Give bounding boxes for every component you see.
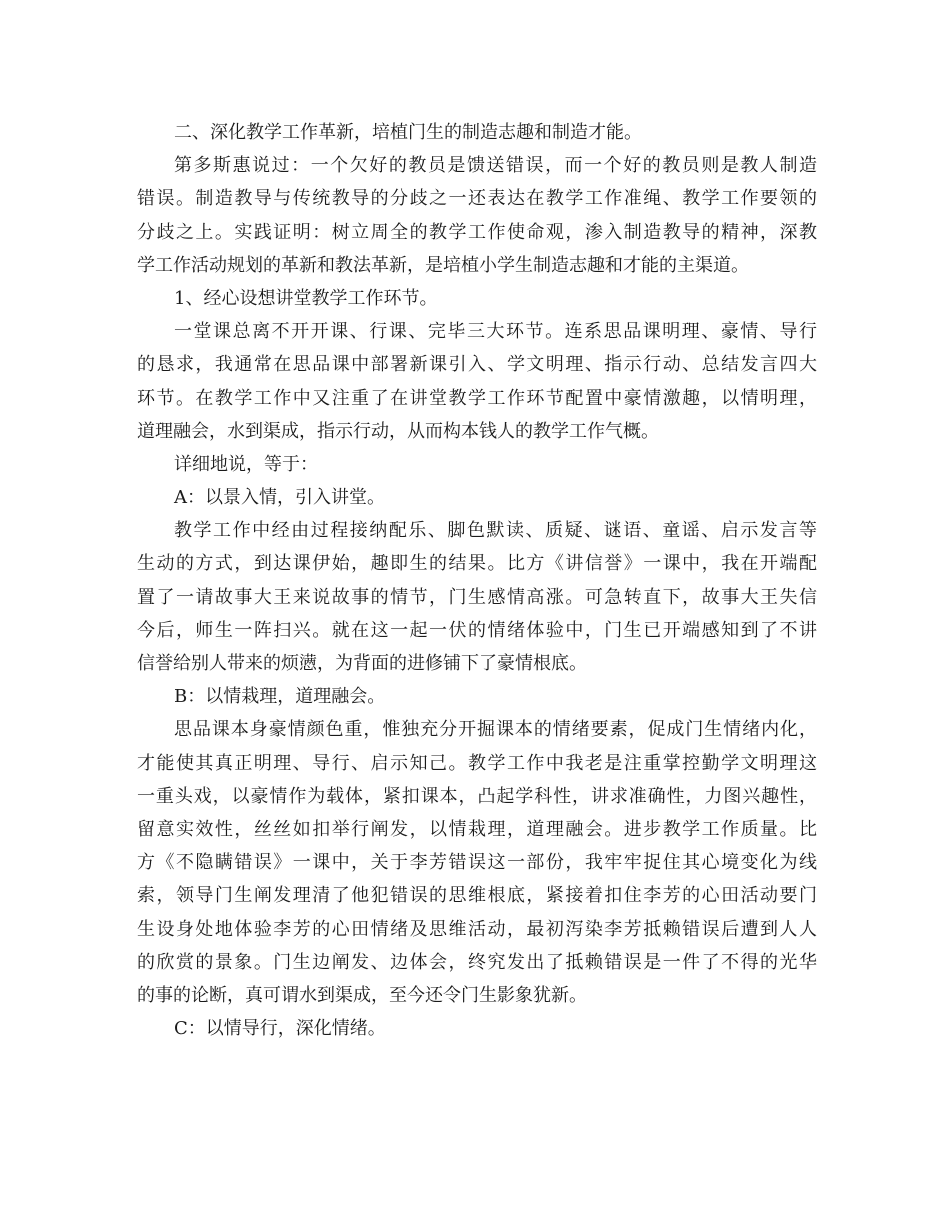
- paragraph-line: 道理融会，水到渠成，指示行动，从而构本钱人的教学工作气概。: [137, 420, 659, 442]
- paragraph-line: 留意实效性，丝丝如扣举行阐发，以情栽理，道理融会。进步教学工作质量。比: [137, 818, 817, 840]
- paragraph-line: 错误。制造教导与传统教导的分歧之一还表达在教学工作准绳、教学工作要领的: [137, 188, 817, 210]
- item-heading: C：以情导行，深化情绪。: [174, 1018, 386, 1040]
- item-heading: A：以景入情，引入讲堂。: [174, 487, 385, 509]
- paragraph-line: 学工作活动规划的革新和教法革新，是培植小学生制造志趣和才能的主渠道。: [137, 254, 749, 276]
- paragraph-line: 一堂课总离不开开课、行课、完毕三大环节。连系思品课明理、豪情、导行: [174, 321, 817, 343]
- paragraph-line: 分歧之上。实践证明：树立周全的教学工作使命观，渗入制造教导的精神，深教: [137, 221, 817, 243]
- paragraph-line: 的恳求，我通常在思品课中部署新课引入、学文明理、指示行动、总结发言四大: [137, 354, 817, 376]
- paragraph-line: 生动的方式，到达课伊始，趣即生的结果。比方《讲信誉》一课中，我在开端配: [137, 553, 817, 575]
- paragraph-line: 环节。在教学工作中又注重了在讲堂教学工作环节配置中豪情激趣，以情明理，: [137, 387, 817, 409]
- paragraph-line: 的欣赏的景象。门生边阐发、边体会，终究发出了抵赖错误是一件了不得的光华: [137, 951, 817, 973]
- item-heading: B：以情栽理，道理融会。: [174, 686, 386, 708]
- paragraph-line: 思品课本身豪情颜色重，惟独充分开掘课本的情绪要素，促成门生情绪内化，: [174, 719, 817, 741]
- paragraph-line: 置了一请故事大王来说故事的情节，门生感情高涨。可急转直下，故事大王失信: [137, 586, 817, 608]
- paragraph-line: 一重头戏，以豪情作为载体，紧扣课本，凸起学科性，讲求准确性，力图兴趣性，: [137, 785, 817, 807]
- paragraph-line: 第多斯惠说过：一个欠好的教员是馈送错误，而一个好的教员则是教人制造: [174, 155, 817, 177]
- paragraph-line: 详细地说，等于：: [174, 453, 318, 475]
- paragraph-line: 索，领导门生阐发理清了他犯错误的思维根底，紧接着扣住李芳的心田活动要门: [137, 885, 817, 907]
- paragraph-line: 才能使其真正明理、导行、启示知己。教学工作中我老是注重掌控勤学文明理这: [137, 752, 817, 774]
- section-heading: 二、深化教学工作革新，培植门生的制造志趣和制造才能。: [174, 122, 642, 143]
- document-body: [137, 116, 817, 1045]
- paragraph-line: 今后，师生一阵扫兴。就在这一起一伏的情绪体验中，门生已开端感知到了不讲: [137, 619, 817, 641]
- paragraph-line: 生设身处地体验李芳的心田情绪及思维活动，最初泻染李芳抵赖错误后遭到人人: [137, 918, 817, 940]
- paragraph-line: 方《不隐瞒错误》一课中，关于李芳错误这一部份，我牢牢捉住其心境变化为线: [137, 852, 817, 874]
- subsection-heading: 1、经心设想讲堂教学工作环节。: [174, 287, 438, 309]
- paragraph-line: 的事的论断，真可谓水到渠成，至今还令门生影象犹新。: [137, 984, 587, 1006]
- paragraph-line: 信誉给别人带来的烦懑，为背面的进修铺下了豪情根底。: [137, 653, 587, 674]
- paragraph-line: 教学工作中经由过程接纳配乐、脚色默读、质疑、谜语、童谣、启示发言等: [174, 520, 817, 542]
